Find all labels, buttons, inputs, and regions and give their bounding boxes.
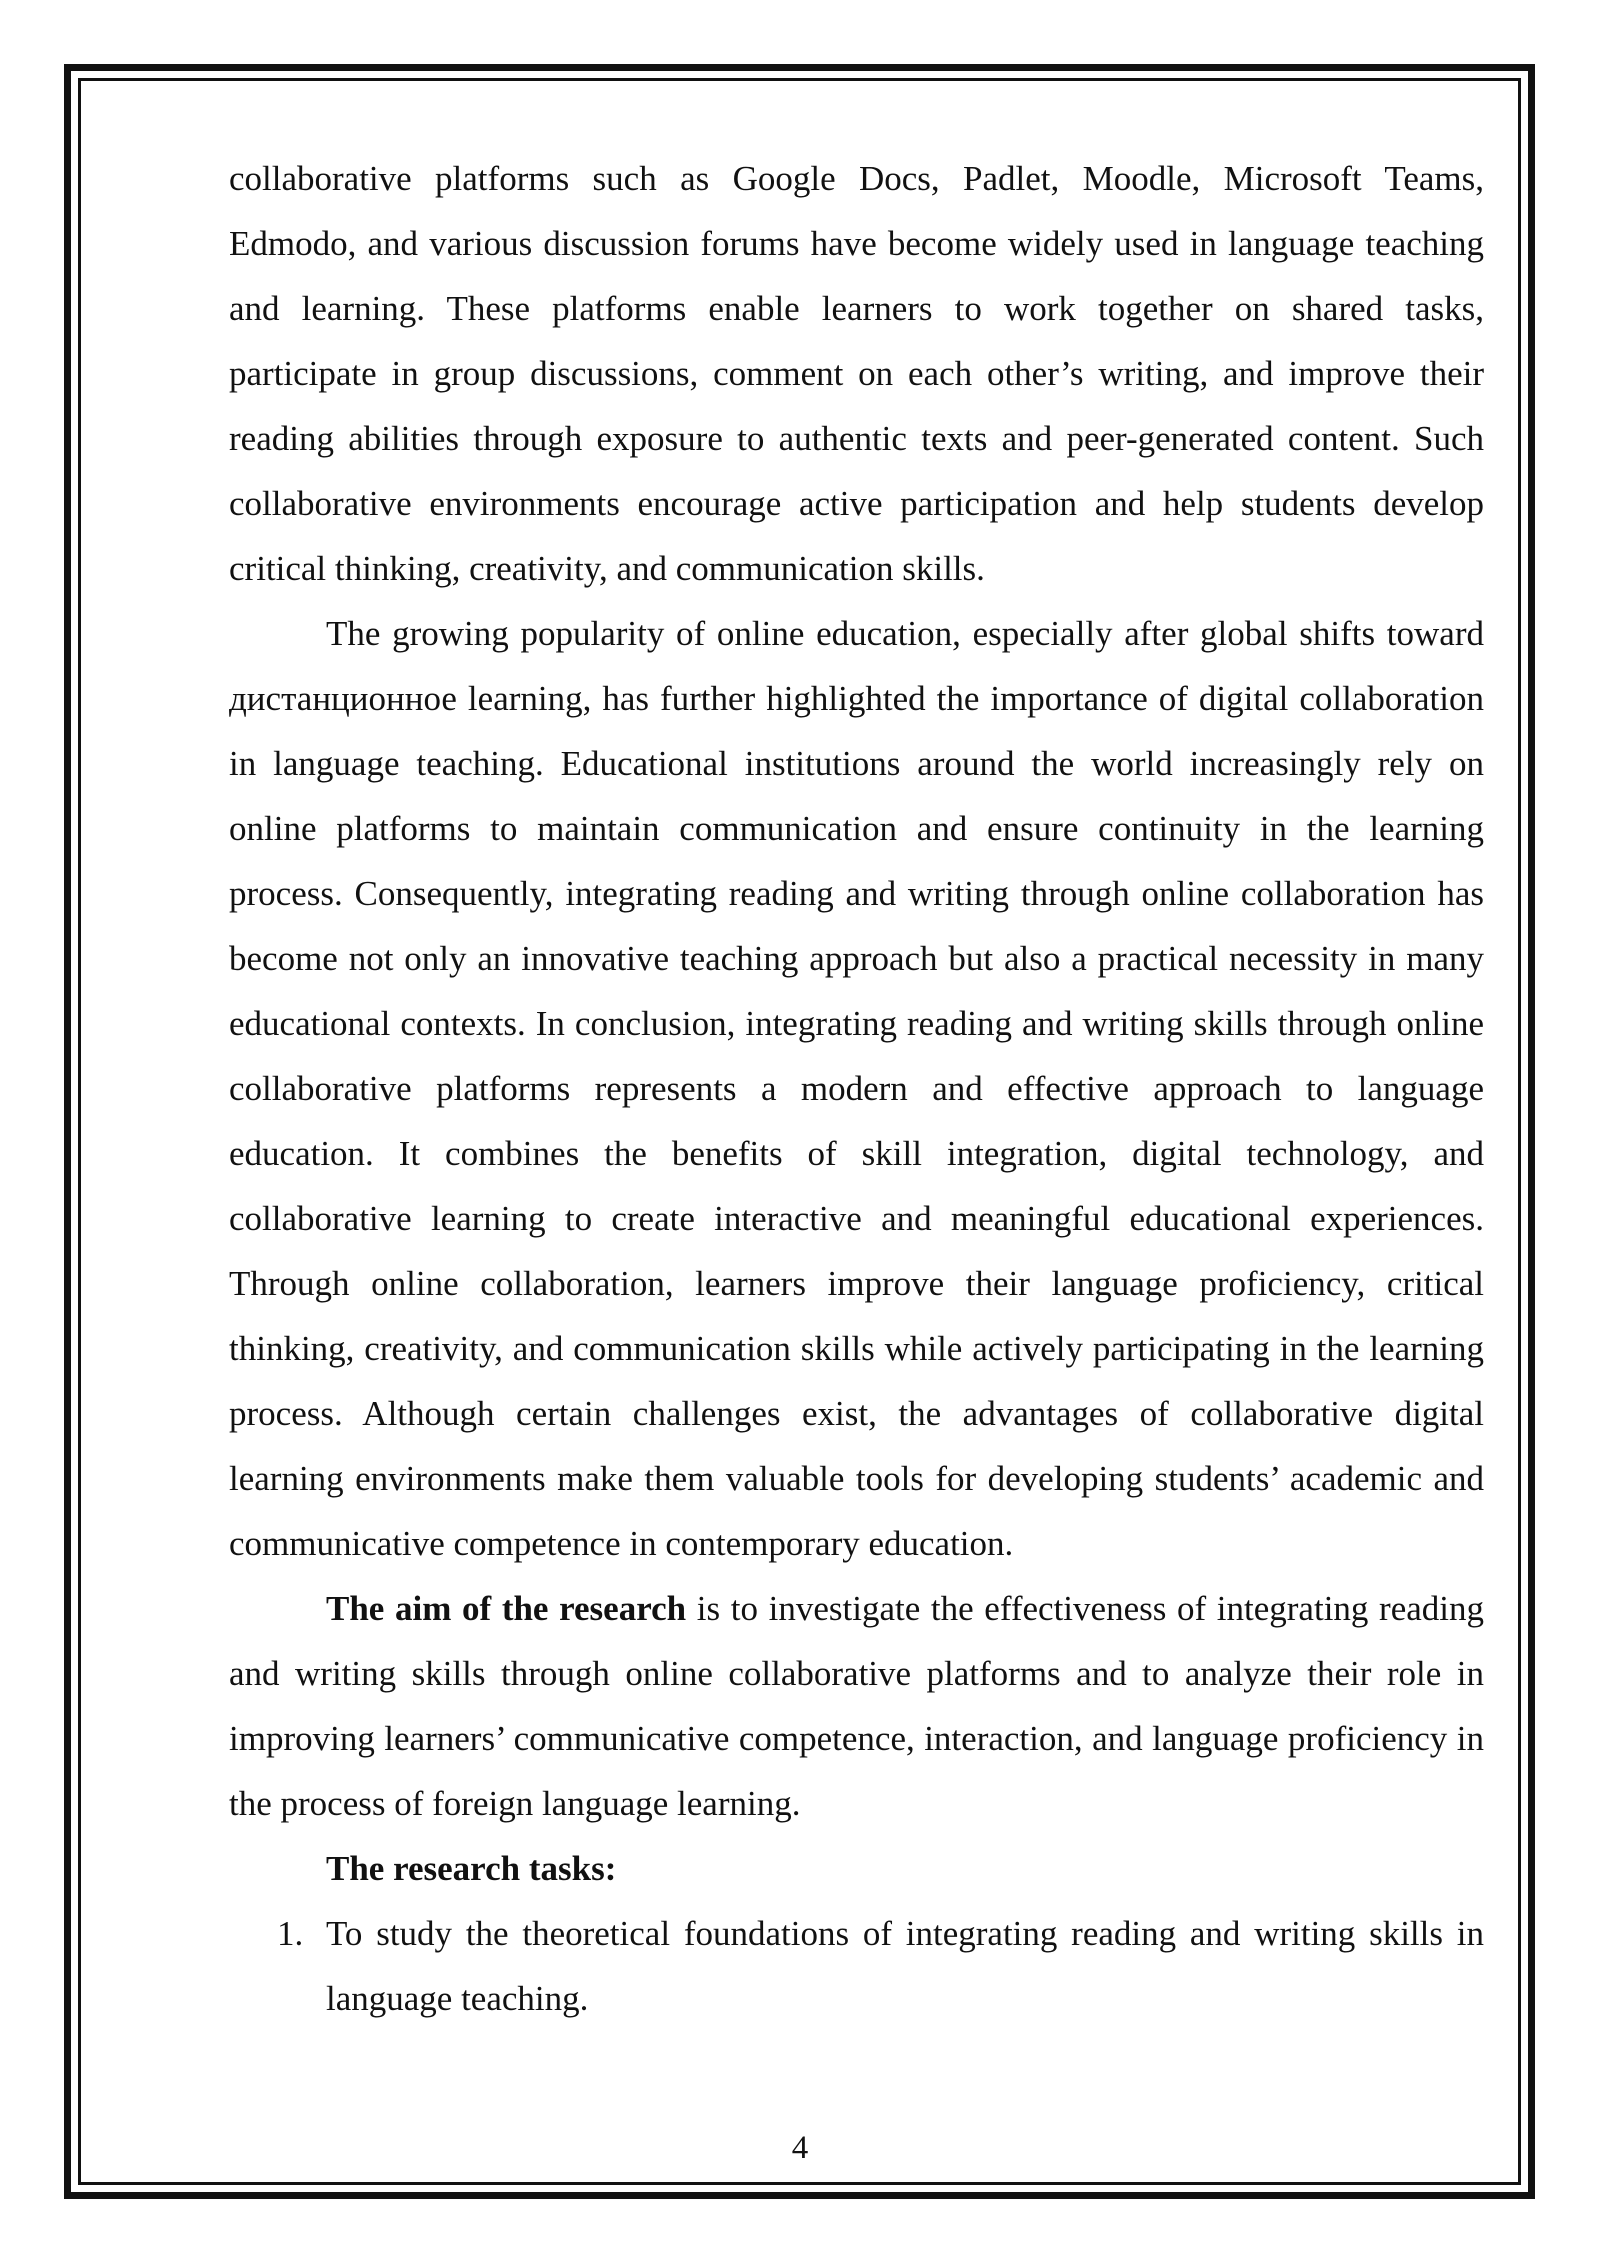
research-aim-text: is to investigate the effectiveness of integrating reading and writing skills through online collaborative platforms and to analyze their role in improving learners’ communicative competence, interaction, and language proficiency in the process of foreign language learning. xyxy=(229,1589,1485,1823)
research-tasks-list xyxy=(229,1901,1484,2031)
paragraph-online-education: The growing popularity of online education, especially after global shifts toward дистанционное learning, has further highlighted the importance of digital collaboration in language teaching. Educational institutions around the world increasingly rely on online platforms to maintain communication and ensure continuity in the learning process. Consequently, integrating reading and writing through online collaboration has become not only an innovative teaching approach but also a practical necessity in many educational contexts. In conclusion, integrating reading and writing skills through online collaborative platforms represents a modern and effective approach to language education. It combines the benefits of skill integration, digital technology, and collaborative learning to create interactive and meaningful educational experiences. Through online collaboration, learners improve their language proficiency, critical thinking, creativity, and communication skills while actively participating in the learning process. Although certain challenges exist, the advantages of collaborative digital learning environments make them valuable tools for developing students’ academic and communicative competence in contemporary education. xyxy=(229,614,1484,1563)
research-tasks-heading: The research tasks: xyxy=(326,1849,617,1888)
list-item xyxy=(229,1901,1484,2031)
page-number: 4 xyxy=(791,2130,809,2166)
document-body xyxy=(229,146,1484,2031)
list-item-text: To study the theoretical foundations of integrating reading and writing skills in language teaching. xyxy=(326,1914,1484,2018)
paragraph-research-aim xyxy=(229,1576,1484,1836)
list-item-number: 1. xyxy=(277,1914,304,1953)
paragraph-platforms: collaborative platforms such as Google Docs, Padlet, Moodle, Microsoft Teams, Edmodo, and various discussion forums have become widely used in language teaching and learning. These platforms enable learners to work together on shared tasks, participate in group discussions, comment on each other’s writing, and improve their reading abilities through exposure to authentic texts and peer-generated content. Such collaborative environments encourage active participation and help students develop critical thinking, creativity, and communication skills. xyxy=(229,159,1484,588)
research-aim-label: The aim of the research xyxy=(326,1589,687,1628)
